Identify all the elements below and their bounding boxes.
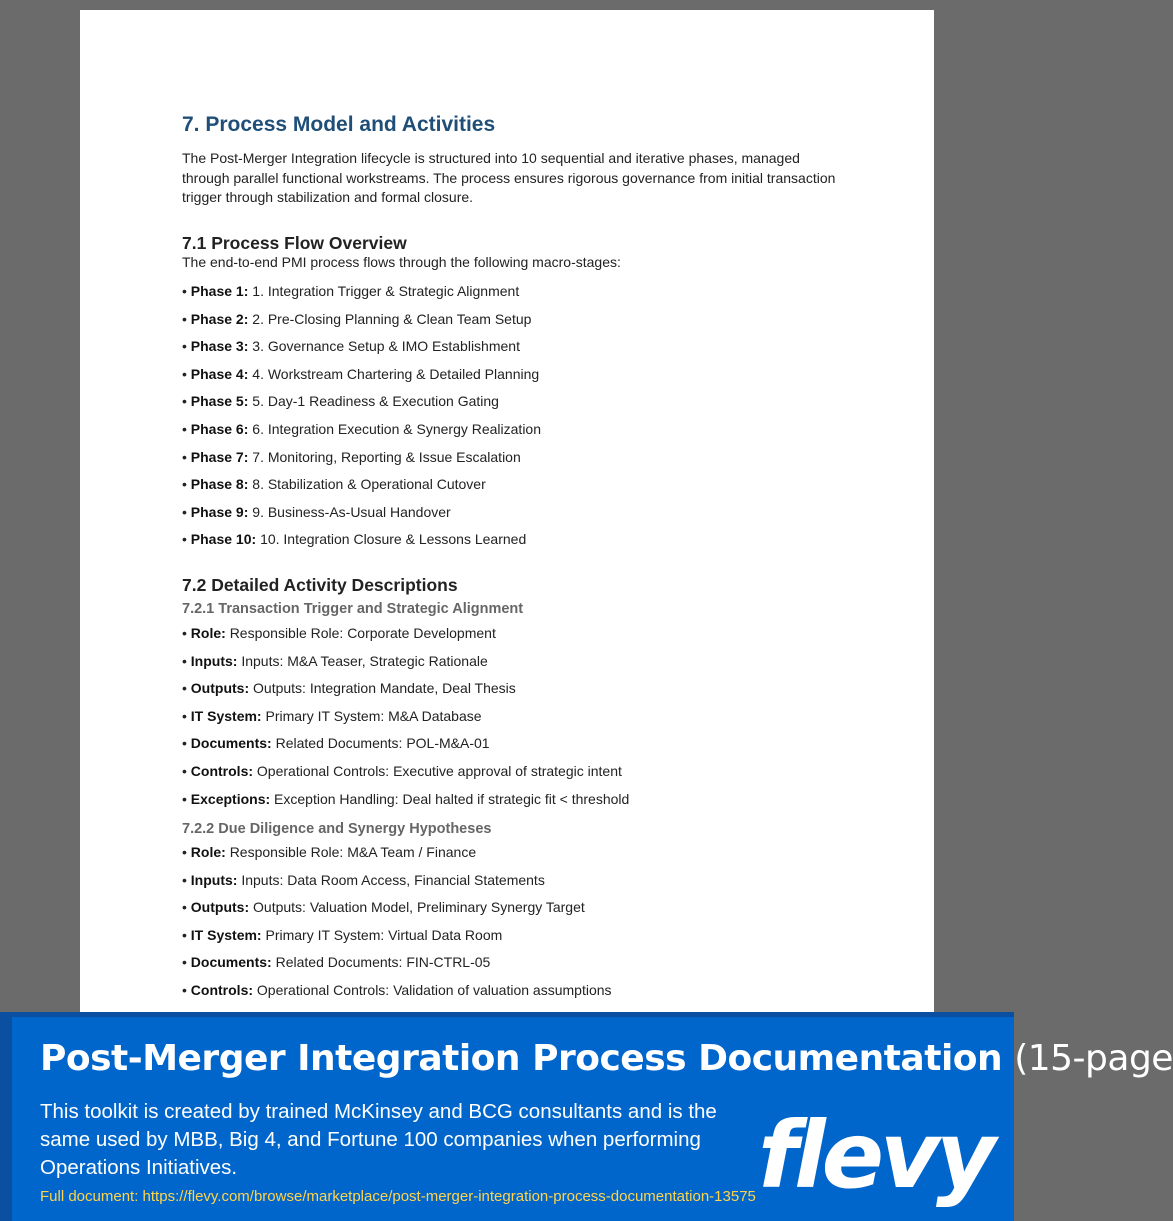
phase-label: Phase 10: [190,531,257,548]
activities-heading: 7.2 Detailed Activity Descriptions [182,575,458,595]
list-item: • IT System: Primary IT System: M&A Database [182,707,482,724]
field-text: Outputs: Integration Mandate, Deal Thesis [253,680,516,697]
field-text: Responsible Role: Corporate Development [229,625,496,641]
field-text: Primary IT System: Virtual Data Room [265,926,503,943]
field-text: Responsible Role: M&A Team / Finance [229,844,477,860]
full-document-link[interactable]: Full document: https://flevy.com/browse/marketplace/post-merger-integration-process-documentation-13575 [40,1188,756,1205]
list-item: • Phase 10: 10. Integration Closure & Lessons Learned [182,531,527,548]
phase-label: Phase 3: [190,338,249,355]
flow-heading: 7.1 Process Flow Overview [182,233,407,253]
flow-lead: The end-to-end PMI process flows through the following macro-stages: [182,254,621,270]
phase-label: Phase 6: [190,420,249,437]
field-label: Role: [190,844,226,860]
flevy-logo: flevy [758,1102,992,1209]
phase-text: 10. Integration Closure & Lessons Learned [260,531,527,548]
activity-title: 7.2.1 Transaction Trigger and Strategic Alignment [182,601,524,617]
field-label: Controls: [190,981,254,998]
list-item: • Controls: Operational Controls: Executive approval of strategic intent [182,762,622,779]
field-text: Inputs: M&A Teaser, Strategic Rationale [241,652,488,669]
phase-text: 7. Monitoring, Reporting & Issue Escalation [252,448,521,465]
activity-title: 7.2.2 Due Diligence and Synergy Hypotheses [182,821,492,837]
field-label: Exceptions: [190,790,271,807]
activity-field-list [182,843,842,1009]
promo-banner [0,1012,1173,1221]
list-item: • Inputs: Inputs: M&A Teaser, Strategic Rationale [182,652,488,669]
field-text: Inputs: Data Room Access, Financial Statements [241,871,545,888]
list-item: • Phase 6: 6. Integration Execution & Synergy Realization [182,420,542,437]
phase-label: Phase 5: [190,393,249,410]
field-text: Operational Controls: Executive approval of strategic intent [256,762,622,779]
banner-title [40,1038,1173,1079]
list-item: • Role: Responsible Role: M&A Team / Finance [182,844,477,860]
field-label: IT System: [190,707,262,724]
field-text: Primary IT System: M&A Database [265,707,482,724]
field-label: Outputs: [190,680,250,697]
phase-list [182,282,842,558]
list-item: • IT System: Primary IT System: Virtual Data Room [182,926,503,943]
field-label: Inputs: [190,652,238,669]
phase-text: 1. Integration Trigger & Strategic Alignment [252,283,520,299]
document-page [80,10,934,1014]
banner-top-edge [0,1012,1014,1017]
phase-label: Phase 2: [190,310,249,327]
list-item: • Exceptions: Exception Handling: Deal halted if strategic fit < threshold [182,790,630,807]
field-label: Role: [190,625,226,641]
intro-paragraph: The Post-Merger Integration lifecycle is structured into 10 sequential and iterative phases, managed through parallel functional workstreams. The process ensures rigorous governance from initial transaction trigger through stabilization and formal closure. [182,150,836,205]
section-title: 7. Process Model and Activities [182,113,496,136]
phase-text: 2. Pre-Closing Planning & Clean Team Setup [252,310,532,327]
list-item: • Inputs: Inputs: Data Room Access, Financial Statements [182,871,545,888]
activity-field-list [182,624,842,817]
list-item: • Outputs: Outputs: Valuation Model, Preliminary Synergy Target [182,899,585,916]
phase-label: Phase 8: [190,476,249,493]
list-item: • Phase 5: 5. Day-1 Readiness & Execution Gating [182,393,499,410]
field-label: IT System: [190,926,262,943]
field-text: Related Documents: FIN-CTRL-05 [275,954,491,971]
banner-left-edge [0,1012,12,1221]
field-text: Related Documents: POL-M&A-01 [275,735,490,752]
phase-text: 6. Integration Execution & Synergy Realization [252,420,542,437]
banner-title-rest: (15-page [1014,1038,1173,1079]
list-item: • Phase 2: 2. Pre-Closing Planning & Clean Team Setup [182,310,532,327]
field-text: Exception Handling: Deal halted if strategic fit < threshold [274,790,630,807]
phase-text: 9. Business-As-Usual Handover [252,503,451,520]
phase-label: Phase 4: [190,365,249,382]
banner-title-main: Post-Merger Integration Process Documentation [40,1038,1003,1079]
list-item: • Outputs: Outputs: Integration Mandate, Deal Thesis [182,680,516,697]
phase-text: 8. Stabilization & Operational Cutover [252,476,486,493]
list-item: • Phase 8: 8. Stabilization & Operational Cutover [182,476,486,493]
list-item: • Documents: Related Documents: POL-M&A-01 [182,735,490,752]
banner-description: This toolkit is created by trained McKinsey and BCG consultants and is the same used by MBB, Big 4, and Fortune 100 companies when performing Operations Initiatives. [40,1100,717,1179]
list-item: • Phase 3: 3. Governance Setup & IMO Establishment [182,338,520,355]
field-label: Documents: [190,954,272,971]
list-item: • Phase 7: 7. Monitoring, Reporting & Issue Escalation [182,448,521,465]
phase-text: 3. Governance Setup & IMO Establishment [252,338,520,355]
phase-label: Phase 1: [190,283,249,299]
list-item: • Role: Responsible Role: Corporate Development [182,625,496,641]
field-text: Outputs: Valuation Model, Preliminary Synergy Target [253,899,585,916]
phase-label: Phase 9: [190,503,249,520]
field-label: Documents: [190,735,272,752]
list-item: • Documents: Related Documents: FIN-CTRL-05 [182,954,491,971]
list-item: • Phase 9: 9. Business-As-Usual Handover [182,503,451,520]
phase-text: 5. Day-1 Readiness & Execution Gating [252,393,499,410]
field-text: Operational Controls: Validation of valuation assumptions [256,981,612,998]
field-label: Outputs: [190,899,250,916]
field-label: Inputs: [190,871,238,888]
list-item: • Phase 4: 4. Workstream Chartering & Detailed Planning [182,365,540,382]
phase-label: Phase 7: [190,448,249,465]
list-item: • Phase 1: 1. Integration Trigger & Strategic Alignment [182,283,520,299]
list-item: • Controls: Operational Controls: Validation of valuation assumptions [182,981,612,998]
field-label: Controls: [190,762,254,779]
phase-text: 4. Workstream Chartering & Detailed Planning [252,365,540,382]
